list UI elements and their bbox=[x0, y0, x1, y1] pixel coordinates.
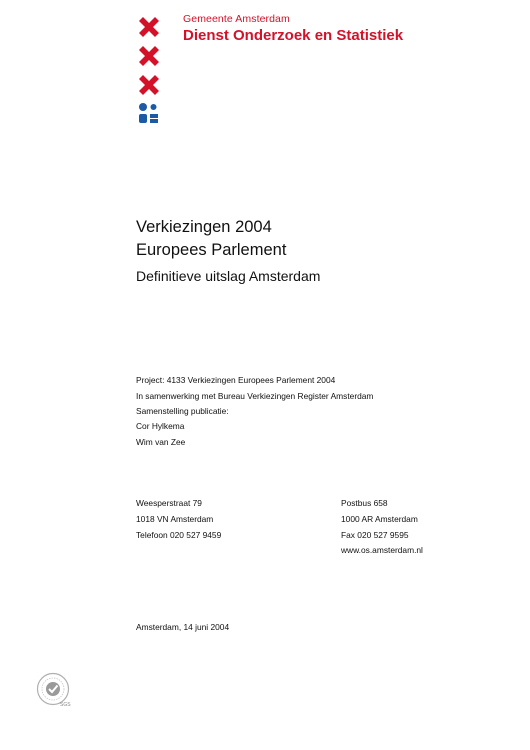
fax: Fax 020 527 9595 bbox=[341, 530, 409, 540]
author-name: Wim van Zee bbox=[136, 437, 186, 447]
cross-icon bbox=[137, 44, 161, 68]
collaboration-line: In samenwerking met Bureau Verkiezingen Register Amsterdam bbox=[136, 391, 374, 401]
street-address: Weesperstraat 79 bbox=[136, 498, 202, 508]
postal-city: 1018 VN Amsterdam bbox=[136, 514, 214, 524]
telephone: Telefoon 020 527 9459 bbox=[136, 530, 222, 540]
org-name-small: Gemeente Amsterdam bbox=[183, 13, 290, 25]
po-postal-city: 1000 AR Amsterdam bbox=[341, 514, 418, 524]
org-name-large: Dienst Onderzoek en Statistiek bbox=[183, 27, 404, 44]
cross-icon bbox=[137, 73, 161, 97]
project-line: Project: 4133 Verkiezingen Europees Parlement 2004 bbox=[136, 375, 336, 385]
author-name: Cor Hylkema bbox=[136, 421, 185, 431]
certification-seal-icon bbox=[36, 672, 70, 706]
cross-icon bbox=[137, 15, 161, 39]
seal-label: SGS bbox=[60, 702, 71, 708]
publication-date: Amsterdam, 14 juni 2004 bbox=[136, 622, 230, 632]
amsterdam-crosses-logo bbox=[137, 15, 161, 102]
document-subtitle: Definitieve uitslag Amsterdam bbox=[136, 268, 321, 284]
po-box: Postbus 658 bbox=[341, 498, 388, 508]
os-logo-icon bbox=[138, 102, 160, 124]
document-title-line2: Europees Parlement bbox=[136, 241, 287, 259]
website-link[interactable]: www.os.amsterdam.nl bbox=[341, 545, 423, 555]
compilation-label: Samenstelling publicatie: bbox=[136, 406, 229, 416]
document-title-line1: Verkiezingen 2004 bbox=[136, 218, 272, 236]
